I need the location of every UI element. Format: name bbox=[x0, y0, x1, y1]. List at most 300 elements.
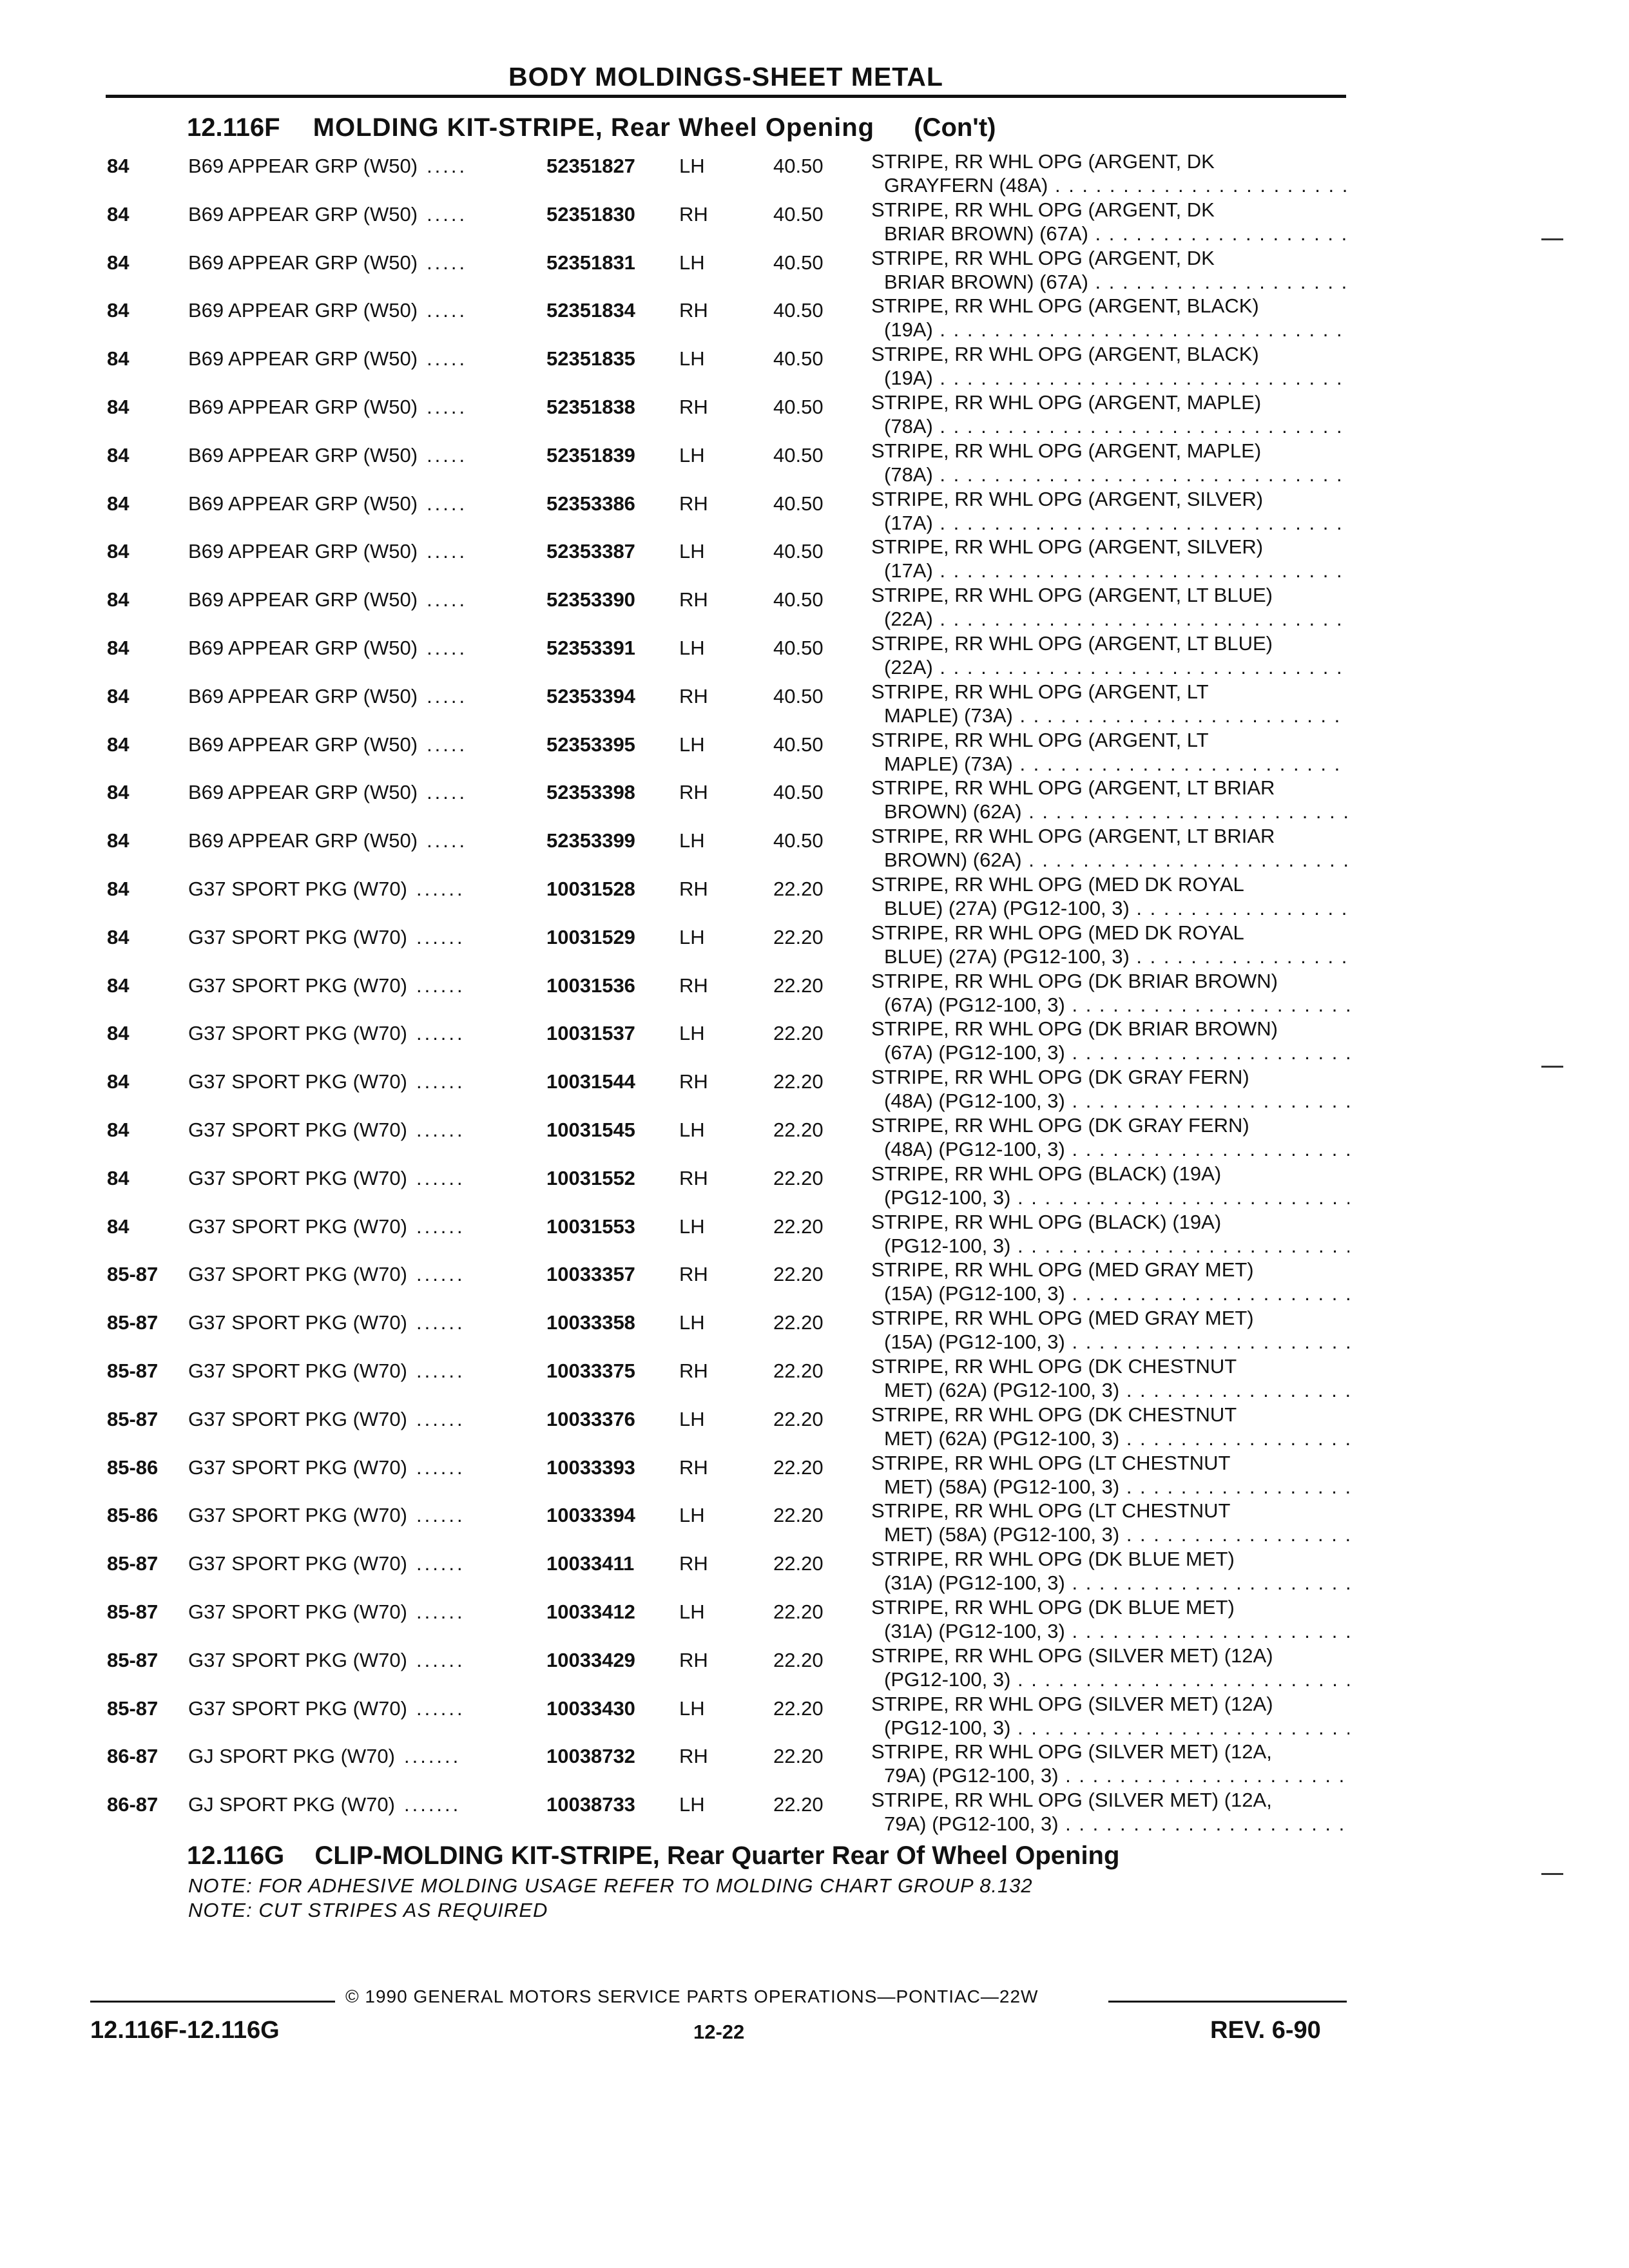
leader-dots: ...... bbox=[416, 1311, 465, 1334]
price-cell: 40.50 bbox=[773, 443, 824, 466]
year-cell: 84 bbox=[107, 636, 130, 659]
description-line-1: STRIPE, RR WHL OPG (ARGENT, SILVER) bbox=[871, 535, 1264, 559]
model-cell bbox=[188, 251, 467, 274]
price-cell: 40.50 bbox=[773, 202, 824, 226]
description-cell bbox=[871, 1306, 1349, 1354]
part-number-cell: 10038732 bbox=[546, 1745, 635, 1768]
model-cell bbox=[188, 829, 467, 852]
side-cell: LH bbox=[679, 1311, 705, 1334]
part-number-cell: 52351827 bbox=[546, 155, 635, 177]
description-cell bbox=[871, 1595, 1349, 1643]
parts-table bbox=[106, 149, 1349, 1836]
description-cell bbox=[871, 1499, 1349, 1546]
description-line-1: STRIPE, RR WHL OPG (DK BRIAR BROWN) bbox=[871, 969, 1278, 992]
model-cell bbox=[188, 1649, 465, 1672]
description-cell bbox=[871, 969, 1349, 1017]
table-row bbox=[106, 824, 1349, 872]
part-number-cell: 10031553 bbox=[546, 1215, 635, 1238]
model-text: G37 SPORT PKG (W70) bbox=[188, 877, 407, 900]
leader-dots: ..... bbox=[427, 395, 468, 418]
description-line-2: MET) (58A) (PG12-100, 3) . . . bbox=[871, 1523, 1349, 1546]
model-cell bbox=[188, 1119, 465, 1142]
description-line-2: BRIAR BROWN) (67A) . . . bbox=[871, 222, 1349, 245]
year-cell: 84 bbox=[107, 877, 130, 900]
page-title: BODY MOLDINGS-SHEET METAL bbox=[508, 62, 943, 91]
table-row bbox=[106, 921, 1349, 969]
table-row bbox=[106, 1499, 1349, 1547]
table-row bbox=[106, 631, 1349, 680]
leader-dots: ...... bbox=[416, 974, 465, 997]
model-cell bbox=[188, 733, 467, 756]
model-text: B69 APPEAR GRP (W50) bbox=[188, 202, 418, 226]
side-cell: RH bbox=[679, 202, 708, 226]
price-cell: 40.50 bbox=[773, 733, 824, 756]
model-text: G37 SPORT PKG (W70) bbox=[188, 1552, 407, 1575]
year-cell: 85-87 bbox=[107, 1311, 159, 1334]
description-line-2: BROWN) (62A) . . . bbox=[871, 848, 1349, 872]
leader-dots: ...... bbox=[416, 1456, 465, 1479]
description-line-1: STRIPE, RR WHL OPG (ARGENT, SILVER) bbox=[871, 487, 1264, 510]
side-cell: RH bbox=[679, 1745, 708, 1768]
table-row bbox=[106, 872, 1349, 921]
year-cell: 84 bbox=[107, 155, 130, 177]
leader-dots: ..... bbox=[427, 443, 468, 466]
year-cell: 85-87 bbox=[107, 1263, 159, 1286]
description-cell bbox=[871, 680, 1349, 727]
part-number-cell: 10031544 bbox=[546, 1070, 635, 1093]
model-cell bbox=[188, 974, 465, 997]
side-cell: RH bbox=[679, 1070, 708, 1093]
section-f-number: 12.116F bbox=[187, 113, 280, 142]
side-cell: RH bbox=[679, 1166, 708, 1189]
description-line-2: (19A) . . . bbox=[871, 318, 1349, 341]
year-cell: 84 bbox=[107, 443, 130, 466]
table-row bbox=[106, 390, 1349, 439]
price-cell: 22.20 bbox=[773, 1263, 824, 1286]
margin-change-mark bbox=[1541, 1873, 1563, 1875]
part-number-cell: 10031552 bbox=[546, 1166, 635, 1189]
price-cell: 22.20 bbox=[773, 974, 824, 997]
description-cell bbox=[871, 872, 1349, 920]
leader-dots: ..... bbox=[427, 299, 468, 322]
model-text: G37 SPORT PKG (W70) bbox=[188, 1504, 407, 1527]
description-line-1: STRIPE, RR WHL OPG (ARGENT, DK bbox=[871, 198, 1215, 221]
model-text: G37 SPORT PKG (W70) bbox=[188, 1070, 407, 1093]
table-row bbox=[106, 969, 1349, 1017]
year-cell: 84 bbox=[107, 251, 130, 274]
leader-dots: ...... bbox=[416, 877, 465, 900]
model-text: G37 SPORT PKG (W70) bbox=[188, 1118, 407, 1141]
model-text: G37 SPORT PKG (W70) bbox=[188, 925, 407, 948]
margin-change-mark bbox=[1541, 238, 1563, 240]
price-cell: 40.50 bbox=[773, 588, 824, 611]
side-cell: LH bbox=[679, 347, 705, 370]
model-cell bbox=[188, 637, 467, 660]
table-row bbox=[106, 487, 1349, 535]
year-cell: 84 bbox=[107, 974, 130, 997]
model-cell bbox=[188, 1263, 465, 1286]
model-cell bbox=[188, 1215, 465, 1238]
description-cell bbox=[871, 487, 1349, 535]
side-cell: LH bbox=[679, 1022, 705, 1045]
description-line-2: (31A) (PG12-100, 3) . . . bbox=[871, 1619, 1349, 1643]
side-cell: RH bbox=[679, 877, 708, 900]
description-line-2: (PG12-100, 3) . . . bbox=[871, 1667, 1349, 1691]
leader-dots: ..... bbox=[427, 155, 468, 177]
description-line-2: 79A) (PG12-100, 3) . . . bbox=[871, 1763, 1349, 1787]
section-f-title: MOLDING KIT-STRIPE, Rear Wheel Opening bbox=[313, 113, 875, 142]
table-row bbox=[106, 246, 1349, 294]
description-line-1: STRIPE, RR WHL OPG (ARGENT, DK bbox=[871, 246, 1215, 269]
model-text: B69 APPEAR GRP (W50) bbox=[188, 347, 418, 370]
side-cell: LH bbox=[679, 251, 705, 274]
part-number-cell: 10033393 bbox=[546, 1456, 635, 1479]
model-cell bbox=[188, 1311, 465, 1334]
model-cell bbox=[188, 1360, 465, 1383]
description-cell bbox=[871, 921, 1349, 968]
description-line-2: (22A) . . . bbox=[871, 655, 1349, 679]
description-line-2: MET) (62A) (PG12-100, 3) . . . bbox=[871, 1378, 1349, 1402]
table-row bbox=[106, 439, 1349, 487]
description-line-1: STRIPE, RR WHL OPG (ARGENT, LT BLUE) bbox=[871, 631, 1273, 655]
price-cell: 22.20 bbox=[773, 1745, 824, 1768]
part-number-cell: 10033411 bbox=[546, 1552, 635, 1575]
description-line-1: STRIPE, RR WHL OPG (SILVER MET) (12A, bbox=[871, 1789, 1272, 1812]
price-cell: 22.20 bbox=[773, 1359, 824, 1382]
part-number-cell: 10033358 bbox=[546, 1311, 635, 1334]
leader-dots: ...... bbox=[416, 1600, 465, 1623]
description-line-1: STRIPE, RR WHL OPG (DK BRIAR BROWN) bbox=[871, 1017, 1278, 1041]
description-cell bbox=[871, 1017, 1349, 1064]
model-text: B69 APPEAR GRP (W50) bbox=[188, 733, 418, 756]
model-cell bbox=[188, 492, 467, 515]
table-row bbox=[106, 198, 1349, 246]
model-text: B69 APPEAR GRP (W50) bbox=[188, 781, 418, 804]
description-line-1: STRIPE, RR WHL OPG (DK CHESTNUT bbox=[871, 1354, 1237, 1378]
part-number-cell: 10031528 bbox=[546, 877, 635, 900]
note-line: NOTE: CUT STRIPES AS REQUIRED bbox=[188, 1899, 548, 1921]
description-line-2: (15A) (PG12-100, 3) . . . bbox=[871, 1282, 1349, 1305]
side-cell: LH bbox=[679, 1600, 705, 1623]
footer-section-range: 12.116F-12.116G bbox=[90, 2017, 280, 2044]
price-cell: 40.50 bbox=[773, 155, 824, 177]
leader-dots: ...... bbox=[416, 1022, 465, 1045]
year-cell: 84 bbox=[107, 1118, 130, 1141]
price-cell: 22.20 bbox=[773, 1696, 824, 1720]
description-cell bbox=[871, 1258, 1349, 1305]
description-cell bbox=[871, 149, 1349, 197]
description-line-2: (PG12-100, 3) . . . bbox=[871, 1186, 1349, 1209]
table-row bbox=[106, 776, 1349, 824]
description-cell bbox=[871, 1547, 1349, 1595]
header-rule bbox=[106, 95, 1346, 98]
description-line-1: STRIPE, RR WHL OPG (ARGENT, BLACK) bbox=[871, 294, 1259, 318]
description-line-1: STRIPE, RR WHL OPG (ARGENT, MAPLE) bbox=[871, 439, 1262, 462]
part-number-cell: 10033394 bbox=[546, 1504, 635, 1527]
leader-dots: ..... bbox=[427, 781, 468, 804]
model-cell bbox=[188, 685, 467, 708]
description-line-1: STRIPE, RR WHL OPG (BLACK) (19A) bbox=[871, 1210, 1222, 1233]
footer-rule-right bbox=[1108, 2001, 1347, 2003]
part-number-cell: 10033376 bbox=[546, 1407, 635, 1430]
model-text: GJ SPORT PKG (W70) bbox=[188, 1793, 395, 1816]
description-line-1: STRIPE, RR WHL OPG (ARGENT, LT BLUE) bbox=[871, 584, 1273, 607]
description-line-2: (17A) . . . bbox=[871, 559, 1349, 582]
description-line-2: BROWN) (62A) . . . bbox=[871, 800, 1349, 823]
price-cell: 40.50 bbox=[773, 347, 824, 370]
description-line-2: 79A) (PG12-100, 3) . . . bbox=[871, 1812, 1349, 1836]
side-cell: LH bbox=[679, 925, 705, 948]
model-cell bbox=[188, 781, 467, 804]
footer-revision: REV. 6-90 bbox=[1210, 2017, 1321, 2044]
side-cell: LH bbox=[679, 636, 705, 659]
description-cell bbox=[871, 1788, 1349, 1836]
description-line-2: GRAYFERN (48A) . . . bbox=[871, 173, 1349, 197]
description-cell bbox=[871, 439, 1349, 486]
part-number-cell: 10033357 bbox=[546, 1263, 635, 1286]
model-cell bbox=[188, 155, 467, 178]
description-cell bbox=[871, 1644, 1349, 1691]
year-cell: 84 bbox=[107, 733, 130, 756]
year-cell: 84 bbox=[107, 492, 130, 515]
leader-dots: ...... bbox=[416, 1118, 465, 1141]
leader-dots: ...... bbox=[416, 1648, 465, 1671]
description-cell bbox=[871, 1210, 1349, 1258]
year-cell: 84 bbox=[107, 395, 130, 418]
description-line-2: BLUE) (27A) (PG12-100, 3) . . . bbox=[871, 896, 1349, 920]
leader-dots: ..... bbox=[427, 684, 468, 707]
model-cell bbox=[188, 926, 465, 949]
model-cell bbox=[188, 299, 467, 322]
description-line-2: (17A) . . . bbox=[871, 511, 1349, 535]
table-row bbox=[106, 1644, 1349, 1692]
description-line-1: STRIPE, RR WHL OPG (ARGENT, LT BRIAR bbox=[871, 825, 1275, 848]
model-text: G37 SPORT PKG (W70) bbox=[188, 1407, 407, 1430]
price-cell: 22.20 bbox=[773, 1407, 824, 1430]
section-g-title: CLIP-MOLDING KIT-STRIPE, Rear Quarter Rear Of Wheel Opening bbox=[314, 1841, 1120, 1870]
model-text: G37 SPORT PKG (W70) bbox=[188, 1600, 407, 1623]
description-line-2: (31A) (PG12-100, 3) . . . bbox=[871, 1571, 1349, 1595]
description-line-2: (78A) . . . bbox=[871, 463, 1349, 486]
part-number-cell: 10033412 bbox=[546, 1600, 635, 1623]
description-line-1: STRIPE, RR WHL OPG (DK BLUE MET) bbox=[871, 1548, 1235, 1571]
description-cell bbox=[871, 535, 1349, 582]
side-cell: RH bbox=[679, 1552, 708, 1575]
model-text: G37 SPORT PKG (W70) bbox=[188, 1215, 407, 1238]
leader-dots: ..... bbox=[427, 733, 468, 756]
side-cell: RH bbox=[679, 1263, 708, 1286]
description-cell bbox=[871, 1354, 1349, 1402]
section-f-continued: (Con't) bbox=[914, 113, 996, 142]
side-cell: RH bbox=[679, 588, 708, 611]
description-line-2: (19A) . . . bbox=[871, 366, 1349, 390]
description-line-1: STRIPE, RR WHL OPG (ARGENT, BLACK) bbox=[871, 343, 1259, 366]
price-cell: 22.20 bbox=[773, 1552, 824, 1575]
model-cell bbox=[188, 1600, 465, 1624]
year-cell: 84 bbox=[107, 1022, 130, 1045]
model-cell bbox=[188, 1408, 465, 1431]
year-cell: 84 bbox=[107, 925, 130, 948]
price-cell: 40.50 bbox=[773, 299, 824, 322]
year-cell: 86-87 bbox=[107, 1793, 159, 1816]
model-text: G37 SPORT PKG (W70) bbox=[188, 1022, 407, 1045]
year-cell: 85-87 bbox=[107, 1600, 159, 1623]
price-cell: 40.50 bbox=[773, 251, 824, 274]
table-row bbox=[106, 1547, 1349, 1595]
description-cell bbox=[871, 631, 1349, 679]
model-text: G37 SPORT PKG (W70) bbox=[188, 1456, 407, 1479]
description-line-1: STRIPE, RR WHL OPG (LT CHESTNUT bbox=[871, 1451, 1231, 1474]
description-line-2: MAPLE) (73A) . . . bbox=[871, 752, 1349, 776]
model-cell bbox=[188, 588, 467, 611]
part-number-cell: 10033430 bbox=[546, 1696, 635, 1720]
part-number-cell: 10038733 bbox=[546, 1793, 635, 1816]
part-number-cell: 52353390 bbox=[546, 588, 635, 611]
price-cell: 22.20 bbox=[773, 1504, 824, 1527]
copyright-text: © 1990 GENERAL MOTORS SERVICE PARTS OPERATIONS—PONTIAC—22W bbox=[345, 1986, 1039, 2006]
leader-dots: ...... bbox=[416, 925, 465, 948]
model-cell bbox=[188, 1022, 465, 1045]
leader-dots: ...... bbox=[416, 1552, 465, 1575]
model-cell bbox=[188, 1697, 465, 1720]
description-cell bbox=[871, 294, 1349, 341]
description-line-2: (67A) (PG12-100, 3) . . . bbox=[871, 993, 1349, 1017]
description-line-1: STRIPE, RR WHL OPG (ARGENT, LT bbox=[871, 728, 1209, 751]
description-cell bbox=[871, 1692, 1349, 1740]
description-cell bbox=[871, 198, 1349, 245]
model-text: G37 SPORT PKG (W70) bbox=[188, 1648, 407, 1671]
side-cell: LH bbox=[679, 733, 705, 756]
description-line-2: MET) (62A) (PG12-100, 3) . . . bbox=[871, 1427, 1349, 1450]
model-cell bbox=[188, 1167, 465, 1190]
model-text: GJ SPORT PKG (W70) bbox=[188, 1745, 395, 1768]
price-cell: 22.20 bbox=[773, 1311, 824, 1334]
description-line-2: (15A) (PG12-100, 3) . . . bbox=[871, 1330, 1349, 1354]
description-line-2: (PG12-100, 3) . . . bbox=[871, 1234, 1349, 1258]
year-cell: 84 bbox=[107, 829, 130, 852]
model-text: B69 APPEAR GRP (W50) bbox=[188, 540, 418, 563]
leader-dots: ...... bbox=[416, 1407, 465, 1430]
description-cell bbox=[871, 1451, 1349, 1499]
part-number-cell: 52353398 bbox=[546, 781, 635, 804]
price-cell: 22.20 bbox=[773, 1118, 824, 1141]
year-cell: 84 bbox=[107, 1070, 130, 1093]
side-cell: LH bbox=[679, 1504, 705, 1527]
year-cell: 85-87 bbox=[107, 1648, 159, 1671]
description-cell bbox=[871, 1403, 1349, 1450]
description-cell bbox=[871, 342, 1349, 390]
leader-dots: ...... bbox=[416, 1215, 465, 1238]
description-line-2: (78A) . . . bbox=[871, 414, 1349, 438]
table-row bbox=[106, 149, 1349, 198]
footer-page-number: 12-22 bbox=[693, 2021, 745, 2043]
table-row bbox=[106, 1162, 1349, 1210]
description-line-1: STRIPE, RR WHL OPG (DK GRAY FERN) bbox=[871, 1113, 1249, 1137]
description-line-1: STRIPE, RR WHL OPG (ARGENT, MAPLE) bbox=[871, 390, 1262, 414]
year-cell: 84 bbox=[107, 684, 130, 707]
price-cell: 22.20 bbox=[773, 925, 824, 948]
leader-dots: ....... bbox=[403, 1793, 461, 1816]
description-cell bbox=[871, 1113, 1349, 1161]
price-cell: 22.20 bbox=[773, 1648, 824, 1671]
year-cell: 84 bbox=[107, 540, 130, 563]
part-number-cell: 52351839 bbox=[546, 443, 635, 466]
side-cell: LH bbox=[679, 540, 705, 563]
model-cell bbox=[188, 203, 467, 226]
description-line-2: (67A) (PG12-100, 3) . . . bbox=[871, 1041, 1349, 1064]
table-row bbox=[106, 680, 1349, 728]
description-line-1: STRIPE, RR WHL OPG (MED GRAY MET) bbox=[871, 1307, 1254, 1330]
leader-dots: ..... bbox=[427, 636, 468, 659]
leader-dots: ....... bbox=[403, 1745, 461, 1768]
description-line-1: STRIPE, RR WHL OPG (DK BLUE MET) bbox=[871, 1595, 1235, 1619]
price-cell: 22.20 bbox=[773, 1793, 824, 1816]
year-cell: 84 bbox=[107, 588, 130, 611]
table-row bbox=[106, 1403, 1349, 1451]
price-cell: 40.50 bbox=[773, 492, 824, 515]
year-cell: 84 bbox=[107, 781, 130, 804]
part-number-cell: 52353395 bbox=[546, 733, 635, 756]
side-cell: RH bbox=[679, 299, 708, 322]
side-cell: RH bbox=[679, 1359, 708, 1382]
description-line-2: BRIAR BROWN) (67A) . . . bbox=[871, 270, 1349, 294]
description-line-2: (48A) (PG12-100, 3) . . . bbox=[871, 1137, 1349, 1161]
model-text: B69 APPEAR GRP (W50) bbox=[188, 492, 418, 515]
description-line-1: STRIPE, RR WHL OPG (BLACK) (19A) bbox=[871, 1162, 1222, 1185]
leader-dots: ..... bbox=[427, 540, 468, 563]
part-number-cell: 52353386 bbox=[546, 492, 635, 515]
description-line-2: MAPLE) (73A) . . . bbox=[871, 704, 1349, 727]
leader-dots: ..... bbox=[427, 829, 468, 852]
description-line-1: STRIPE, RR WHL OPG (SILVER MET) (12A) bbox=[871, 1644, 1273, 1667]
description-cell bbox=[871, 776, 1349, 823]
price-cell: 22.20 bbox=[773, 1600, 824, 1623]
price-cell: 22.20 bbox=[773, 877, 824, 900]
leader-dots: ...... bbox=[416, 1359, 465, 1382]
part-number-cell: 52353391 bbox=[546, 636, 635, 659]
description-line-1: STRIPE, RR WHL OPG (MED DK ROYAL bbox=[871, 872, 1244, 896]
side-cell: LH bbox=[679, 443, 705, 466]
model-text: B69 APPEAR GRP (W50) bbox=[188, 155, 418, 177]
description-line-1: STRIPE, RR WHL OPG (SILVER MET) (12A) bbox=[871, 1692, 1273, 1715]
description-line-1: STRIPE, RR WHL OPG (LT CHESTNUT bbox=[871, 1499, 1231, 1523]
year-cell: 84 bbox=[107, 202, 130, 226]
model-cell bbox=[188, 540, 467, 563]
side-cell: RH bbox=[679, 395, 708, 418]
model-text: B69 APPEAR GRP (W50) bbox=[188, 588, 418, 611]
description-line-1: STRIPE, RR WHL OPG (SILVER MET) (12A, bbox=[871, 1740, 1272, 1763]
year-cell: 84 bbox=[107, 299, 130, 322]
side-cell: LH bbox=[679, 1118, 705, 1141]
model-text: B69 APPEAR GRP (W50) bbox=[188, 684, 418, 707]
leader-dots: ...... bbox=[416, 1504, 465, 1527]
model-text: B69 APPEAR GRP (W50) bbox=[188, 299, 418, 322]
side-cell: RH bbox=[679, 1648, 708, 1671]
table-row bbox=[106, 1113, 1349, 1162]
part-number-cell: 52353394 bbox=[546, 684, 635, 707]
price-cell: 40.50 bbox=[773, 684, 824, 707]
leader-dots: ...... bbox=[416, 1696, 465, 1720]
table-row bbox=[106, 294, 1349, 342]
model-text: B69 APPEAR GRP (W50) bbox=[188, 636, 418, 659]
leader-dots: ...... bbox=[416, 1166, 465, 1189]
price-cell: 22.20 bbox=[773, 1456, 824, 1479]
side-cell: RH bbox=[679, 974, 708, 997]
model-text: B69 APPEAR GRP (W50) bbox=[188, 395, 418, 418]
table-row bbox=[106, 583, 1349, 631]
year-cell: 84 bbox=[107, 347, 130, 370]
model-text: G37 SPORT PKG (W70) bbox=[188, 1311, 407, 1334]
